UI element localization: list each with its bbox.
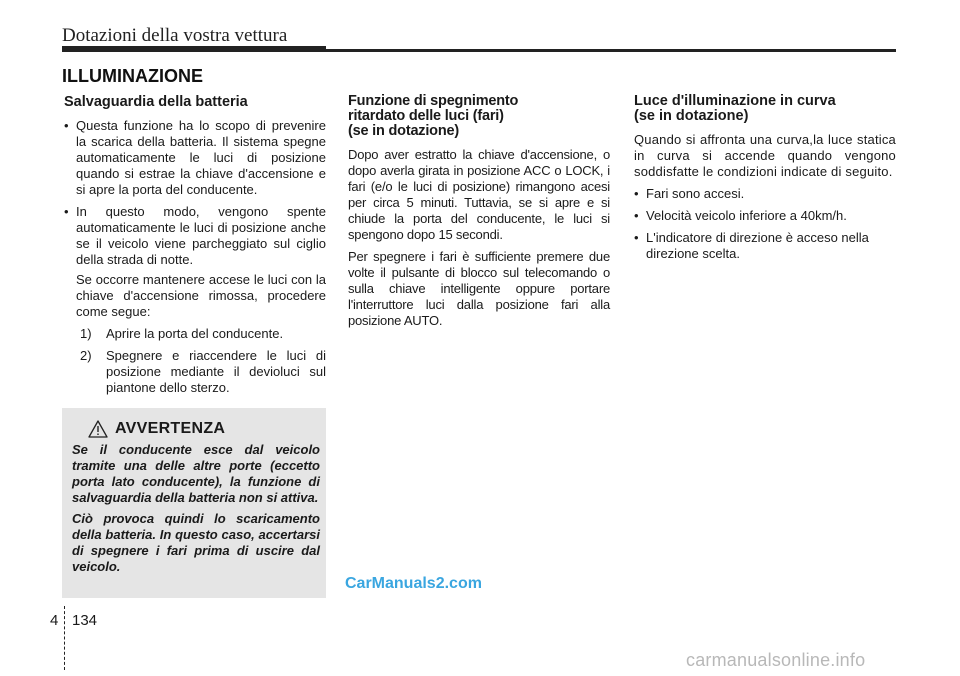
- warning-paragraph: Se il conducente esce dal veicolo tramite una delle altre porte (eccetto porta lato conducente), la funzione di salvaguardia della batteria non si attiva.: [72, 442, 320, 505]
- battery-saver-column: [64, 95, 326, 402]
- list-item: • Fari sono accesi.: [634, 186, 896, 202]
- step-item: [76, 348, 326, 396]
- paragraph: Per spegnere i fari è sufficiente premere due volte il pulsante di blocco sul telecomando o sulla chiave intelligente oppure portare l'interruttore luci dalla posizione fari alla posizione AUTO.: [348, 249, 610, 328]
- battery-saver-bullets: [64, 118, 326, 268]
- warning-text: [72, 442, 320, 580]
- paragraph: Dopo aver estratto la chiave d'accensione, o dopo averla girata in posizione ACC o LOCK, i fari (e/o le luci di posizione) rimangono acesi per circa 5 minuti. Tuttavia, se si apre e si chiude la porta del conducente, le luci si spengono dopo 15 secondi.: [348, 147, 610, 242]
- watermark-link[interactable]: CarManuals2.com: [345, 575, 482, 592]
- heading-line: ritardato delle luci (fari): [348, 108, 504, 124]
- warning-title: AVVERTENZA: [115, 420, 226, 437]
- step-number: 1): [80, 326, 92, 341]
- headlight-delay-heading: [348, 94, 610, 139]
- footer-watermark-link[interactable]: carmanualsonline.info: [686, 650, 866, 670]
- page-number: 134: [72, 612, 98, 629]
- cornering-light-column: [634, 94, 896, 268]
- headlight-delay-column: [348, 94, 610, 335]
- heading-line: (se in dotazione): [348, 123, 459, 139]
- paragraph: Quando si affronta una curva,la luce statica in curva si accende quando vengono soddisfatte le condizioni indicate di seguito.: [634, 132, 896, 179]
- header-title: Dotazioni della vostra vettura: [62, 25, 288, 46]
- battery-saver-heading: Salvaguardia della batteria: [64, 94, 248, 110]
- heading-line: (se in dotazione): [634, 108, 749, 124]
- list-item: • Questa funzione ha lo scopo di prevenire la scarica della batteria. Il sistema spegne automaticamente le luci di posizione quando si estrae la chiave d'accensione e si apre la porta del conducente.: [64, 118, 326, 198]
- cornering-conditions-list: [634, 186, 896, 262]
- warning-triangle-icon: [88, 420, 108, 438]
- step-text: Spegnere e riaccendere le luci di posizione mediante il devioluci sul piantone dello sterzo.: [106, 348, 326, 395]
- warning-box: [62, 408, 326, 598]
- section-title: ILLUMINAZIONE: [62, 66, 203, 86]
- heading-line: Funzione di spegnimento: [348, 93, 519, 109]
- heading-line: Luce d'illuminazione in curva: [634, 93, 836, 109]
- list-item: • L'indicatore di direzione è acceso nella direzione scelta.: [634, 230, 896, 262]
- list-item: • In questo modo, vengono spente automaticamente le luci di posizione anche se il veicolo viene parcheggiato sul ciglio della strada di notte.: [64, 204, 326, 268]
- section-number: 4: [50, 612, 59, 629]
- page-divider: [64, 606, 66, 670]
- step-number: 2): [80, 348, 92, 363]
- procedure-intro: Se occorre mantenere accese le luci con la chiave d'accensione rimossa, procedere come segue:: [76, 272, 326, 319]
- header-rule: [62, 49, 896, 52]
- step-item: [76, 326, 326, 342]
- list-item: • Velocità veicolo inferiore a 40km/h.: [634, 208, 896, 224]
- step-text: Aprire la porta del conducente.: [106, 326, 284, 341]
- warning-header: [88, 420, 225, 438]
- cornering-light-heading: [634, 94, 896, 124]
- warning-paragraph: Ciò provoca quindi lo scaricamento della batteria. In questo caso, accertarsi di spegnere i fari prima di uscire dal veicolo.: [72, 511, 320, 574]
